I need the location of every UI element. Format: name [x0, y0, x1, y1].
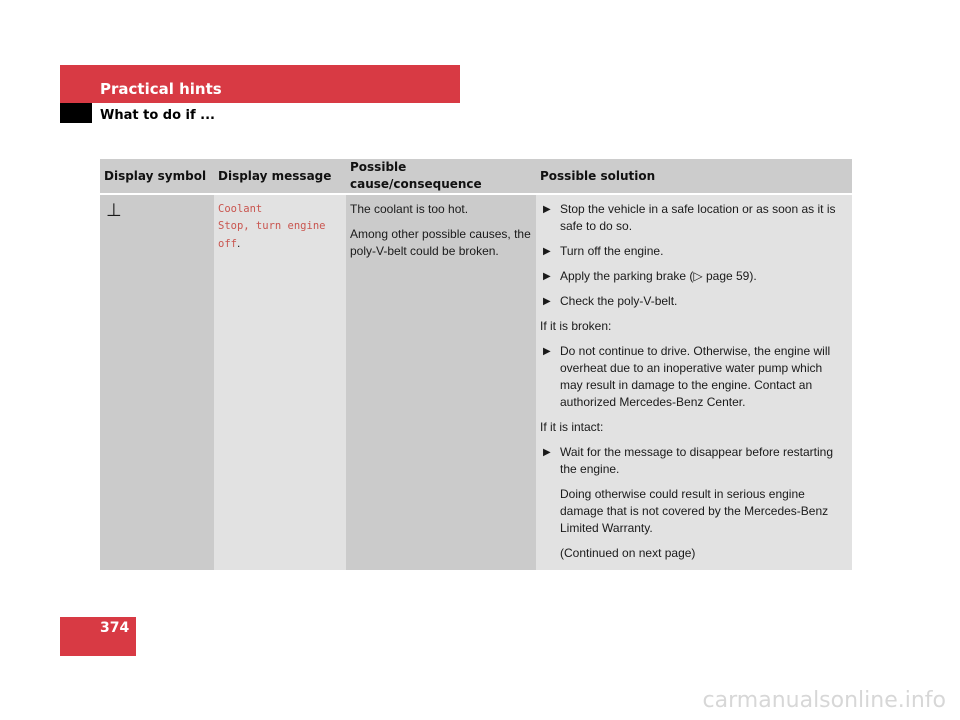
cause-text-2: Among other possible causes, the poly-V-belt could be broken.: [350, 227, 531, 258]
coolant-temperature-icon: ⊥: [106, 200, 122, 220]
solution-step: [540, 444, 848, 478]
cause-cell: [346, 194, 536, 570]
col-header-message: Display message: [214, 159, 346, 194]
continued-note: (Continued on next page): [560, 546, 696, 560]
watermark: carmanualsonline.info: [702, 688, 946, 713]
solution-step: [540, 201, 848, 235]
solution-step: [540, 268, 848, 285]
section-title: Practical hints: [100, 80, 222, 98]
table-header-row: [100, 159, 852, 194]
solution-cell: [536, 194, 852, 570]
message-line-1: Coolant: [218, 203, 263, 215]
page-subtitle: What to do if ...: [100, 108, 215, 123]
step-text: Check the poly-V-belt.: [560, 294, 678, 308]
step-text: Turn off the engine.: [560, 244, 664, 258]
arrow-bullet-icon: ▶: [543, 346, 551, 357]
step-text: Apply the parking brake (▷ page 59).: [560, 269, 757, 283]
step-text: Wait for the message to disappear before restarting the engine.: [560, 445, 834, 476]
message-line-2: [218, 218, 342, 253]
col-header-cause: Possible cause/consequence: [346, 159, 536, 194]
arrow-bullet-icon: ▶: [543, 447, 551, 458]
arrow-bullet-icon: ▶: [543, 271, 551, 282]
solution-step: [540, 343, 848, 411]
cause-text-1: The coolant is too hot.: [350, 202, 469, 216]
black-tab: [60, 103, 92, 123]
condition-broken: If it is broken:: [540, 319, 612, 333]
symbol-cell: [100, 194, 214, 570]
arrow-bullet-icon: ▶: [543, 296, 551, 307]
info-table: [100, 159, 852, 570]
warranty-note: Doing otherwise could result in serious engine damage that is not covered by the Mercedes-Benz Limited Warranty.: [560, 487, 829, 535]
message-period: .: [236, 236, 241, 250]
page-number: 374: [100, 620, 130, 636]
arrow-bullet-icon: ▶: [543, 204, 551, 215]
solution-step: [540, 243, 848, 260]
message-cell: [214, 194, 346, 570]
arrow-bullet-icon: ▶: [543, 246, 551, 257]
step-text: Do not continue to drive. Otherwise, the engine will overheat due to an inoperative water pump which may result in damage to the engine. Contact an authorized Mercedes-Benz Center.: [560, 344, 831, 409]
table-row: [100, 194, 852, 570]
solution-step: [540, 293, 848, 310]
step-text: Stop the vehicle in a safe location or as soon as it is safe to do so.: [560, 202, 836, 233]
condition-intact: If it is intact:: [540, 420, 604, 434]
col-header-symbol: Display symbol: [100, 159, 214, 194]
col-header-solution: Possible solution: [536, 159, 852, 194]
message-text: Stop, turn engine off: [218, 220, 326, 250]
